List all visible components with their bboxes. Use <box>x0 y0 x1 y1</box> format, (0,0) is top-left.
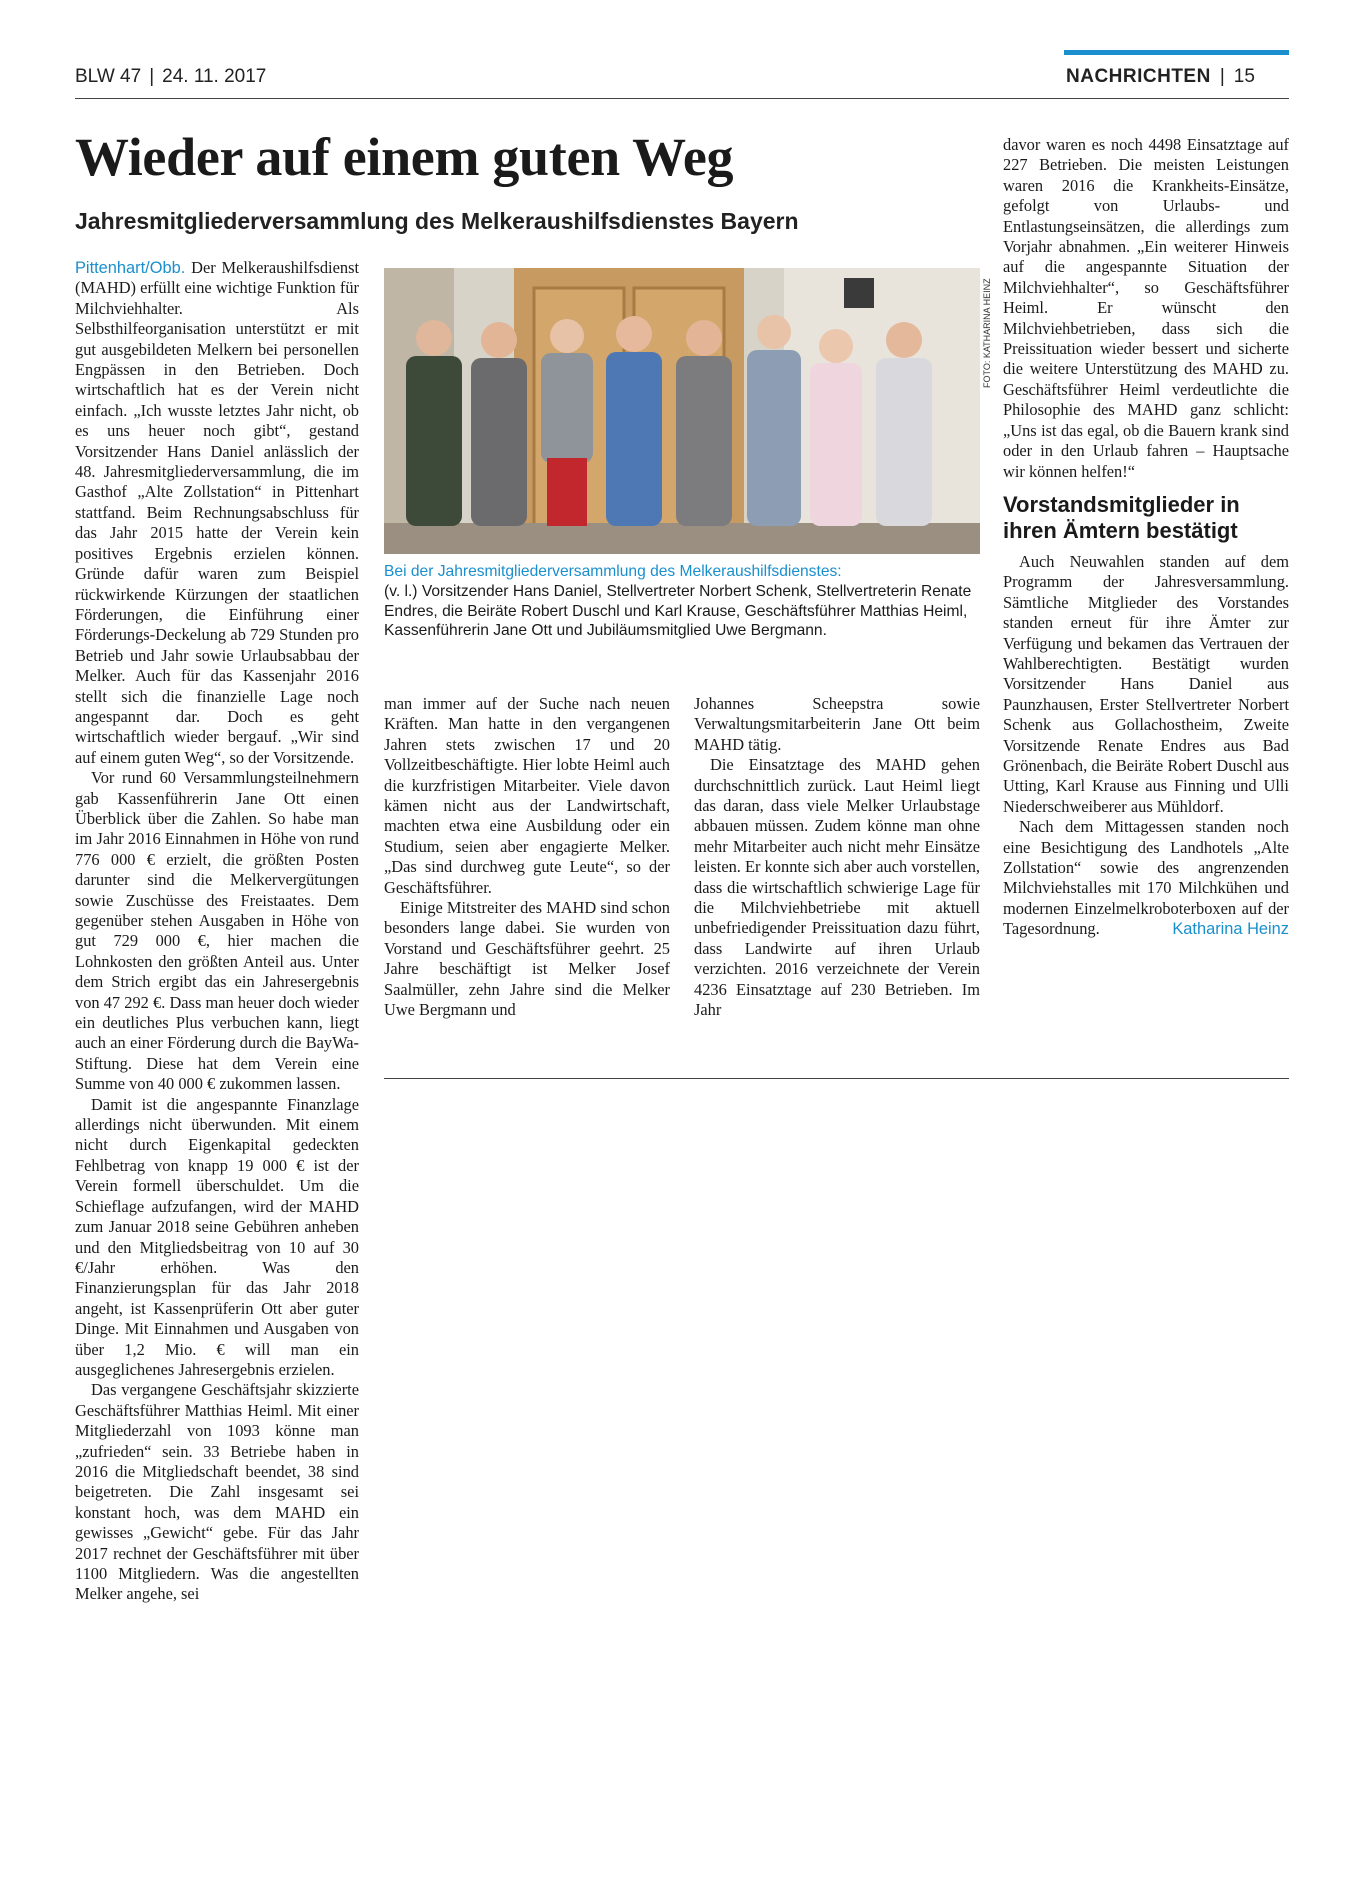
paragraph: Das vergangene Geschäftsjahr skizzierte Geschäftsführer Matthias Heiml. Mit einer Mitgliederzahl von 1093 könne man „zufrieden“ sein. 33 Betriebe haben in 2016 die Mitgliedschaft beendet, 38 sind beigetreten. Die Zahl insgesamt sei konstant hoch, was dem MAHD ein gewisses „Gewicht“ gebe. Für das Jahr 2017 rechnet der Geschäftsführer mit über 1100 Mitgliedern. Was die angestellten Melker angehe, sei <box>75 1380 359 1604</box>
article-end-rule <box>384 1078 1289 1079</box>
paragraph: man immer auf der Suche nach neuen Kräften. Man hatte in den vergangenen Jahren stets zwischen 17 und 20 Vollzeitbeschäftigte. Hier lobte Heiml auch die kurzfristigen Mitarbeiter. Viele davon kämen nicht aus der Landwirtschaft, machten etwa eine Ausbildung oder ein Studium, seien aber engagierte Melker. „Das sind durchweg gute Leute“, so der Geschäftsführer. <box>384 694 670 897</box>
article-column-3 <box>694 694 980 1021</box>
caption-lead: Bei der Jahresmitgliederversammlung des Melkeraushilfsdienstes: <box>384 563 842 580</box>
paragraph: Damit ist die angespannte Finanzlage allerdings nicht überwunden. Mit einem nicht durch Eigenkapital gedeckten Fehlbetrag von knapp 19 000 € ist der Verein formell überschuldet. Um die Schieflage aufzufangen, wird der MAHD zum Januar 2018 seine Gebühren anheben und den Mitgliedsbeitrag von 10 auf 30 €/Jahr erhöhen. Was den Finanzierungsplan für das Jahr 2018 angeht, ist Kassenprüferin Ott aber guter Dinge. Mit Einnahmen und Ausgaben von über 1,2 Mio. € will man ein ausgeglichenes Jahresergebnis erzielen. <box>75 1094 359 1379</box>
paragraph: Nach dem Mittagessen standen noch eine Besichtigung des Landhotels „Alte Zollstation“ sowie des angrenzenden Milchviehstalles mit 170 Milchkühen und modernen Einzelmelkroboterboxen auf der Tagesordnung. Katharina Heinz <box>1003 817 1289 939</box>
article-column-4 <box>1003 135 1289 940</box>
page-number: 15 <box>1233 66 1255 87</box>
paragraph: Pittenhart/Obb. Der Melkeraushilfsdienst (MAHD) erfüllt eine wichtige Funktion für Milchviehhalter. Als Selbsthilfeorganisation unterstützt er mit gut ausgebildeten Melkern bei personellen Engpässen in den Betrieben. Doch wirtschaftlich hat es der Verein nicht einfach. „Ich wusste letztes Jahr nicht, ob es uns heuer noch gibt“, gestand Vorsitzender Hans Daniel anlässlich der 48. Jahresmitgliederversammlung, die im Gasthof „Alte Zollstation“ in Pittenhart stattfand. Beim Rechnungsabschluss für das Jahr 2015 hatte der Verein kein positives Ergebnis erzielen können. Gründe dafür waren zum Beispiel rückwirkende Kürzungen der staatlichen Förderungen, die Einführung einer Förderungs-Deckelung ab 729 Stunden pro Betrieb und Jahr sowie Urlaubsabbau der Melker. Auch für das Kassenjahr 2016 stellt sich die finanzielle Lage noch angespannt dar. Doch es geht wirtschaftlich wieder bergauf. „Wir sind auf einem guten Weg“, so der Vorsitzende. <box>75 258 359 767</box>
section-accent-bar <box>1064 50 1289 55</box>
page-header-left: BLW 47 | 24. 11. 2017 <box>75 66 267 87</box>
author-name: Katharina Heinz <box>1172 920 1289 939</box>
photo-caption <box>384 562 980 641</box>
article-subheadline: Jahresmitgliederversammlung des Melkeraushilfsdienstes Bayern <box>75 208 799 234</box>
paragraph: davor waren es noch 4498 Einsatztage auf 227 Betrieben. Die meisten Leistungen waren 2016 die Krankheits-Einsätze, gefolgt von Urlaubs- und Entlastungseinsätzen, die allerdings zum Vorjahr abnahmen. „Ein weiterer Hinweis auf die angespannte Situation der Milchviehhalter“, so Geschäftsführer Heiml. Er wünscht den Milchviehbetrieben, dass sich die Preissituation wieder bessert und sicherte die weitere Unterstützung des MAHD zu. Geschäftsführer Heiml verdeutlichte die Philosophie des MAHD ganz schlicht: „Uns ist das egal, ob die Bauern krank sind oder in den Urlaub fahren – Hauptsache wir können helfen!“ <box>1003 135 1289 481</box>
dateline-location: Pittenhart/Obb. <box>75 259 186 277</box>
paragraph: Auch Neuwahlen standen auf dem Programm der Jahresversammlung. Sämtliche Mitglieder des Vorstandes standen erneut für ihre Ämter zur Verfügung und bekamen das Vertrauen der Wahlberechtigten. Bestätigt wurden Vorsitzender Hans Daniel aus Paunzhausen, Erster Stellvertreter Norbert Schenk aus Gollachostheim, Zweite Vorsitzende Renate Endres aus Bad Grönenbach, die Beiräte Robert Duschl aus Utting, Karl Krause aus Finning und Ulli Niederschweiberer aus Mühldorf. <box>1003 551 1289 816</box>
issue-date: 24. 11. 2017 <box>162 66 267 87</box>
caption-text: (v. l.) Vorsitzender Hans Daniel, Stellvertreter Norbert Schenk, Stellvertreterin Renate Endres, die Beiräte Robert Duschl und Karl Krause, Geschäftsführer Matthias Heiml, Kassenführerin Jane Ott und Jubiläumsmitglied Uwe Bergmann. <box>384 582 972 640</box>
paragraph: Johannes Scheepstra sowie Verwaltungsmitarbeiterin Jane Ott beim MAHD tätig. <box>694 694 980 754</box>
paragraph: Vor rund 60 Versammlungsteilnehmern gab Kassenführerin Jane Ott einen Überblick über die Zahlen. So habe man im Jahr 2016 Einnahmen in Höhe von rund 776 000 € erzielt, die größten Posten darunter sind die Melkervergütungen sowie Zuschüsse des Freistaates. Dem gegenüber stehen Ausgaben in Höhe von gut 729 000 €, hier machen die Lohnkosten den größten Anteil aus. Unter dem Strich ergibt das ein Jahresergebnis von 47 292 €. Dass man heuer doch wieder ein deutliches Plus verbuchen kann, liegt auch an einer Förderung durch die BayWa-Stiftung. Diese hat dem Verein eine Summe von 40 000 € zukommen lassen. <box>75 768 359 1094</box>
page-header-right: NACHRICHTEN | 15 <box>1066 66 1255 87</box>
paragraph: Einige Mitstreiter des MAHD sind schon besonders lange dabei. Sie wurden von Vorstand und Geschäftsführer geehrt. 25 Jahre beschäftigt ist Melker Josef Saalmüller, zehn Jahre sind die Melker Uwe Bergmann und <box>384 898 670 1020</box>
article-headline: Wieder auf einem guten Weg <box>75 127 734 187</box>
publication-name: BLW 47 <box>75 66 142 87</box>
section-name: NACHRICHTEN <box>1066 66 1211 87</box>
article-column-2 <box>384 694 670 1021</box>
article-column-1 <box>75 258 359 1605</box>
paragraph: Die Einsatztage des MAHD gehen durchschnittlich zurück. Laut Heiml liegt das daran, dass viele Melker Urlaubstage abbauen müssen. Zudem könne man ohne mehr Mitarbeiter auch nicht mehr Einsätze leisten. Er konnte sich aber auch vorstellen, dass die wirtschaftlich schwierige Lage für die Milchviehbetriebe mit aktuell unbefriedigender Preissituation dazu führt, dass Landwirte auf ihren Urlaub verzichten. 2016 verzeichnete der Verein 4236 Einsatztage auf 230 Betrieben. Im Jahr <box>694 755 980 1020</box>
group-photo <box>384 268 980 554</box>
photo-credit: FOTO: KATHARINA HEINZ <box>982 278 992 388</box>
group-photo-illustration <box>384 268 980 554</box>
header-rule <box>75 98 1289 99</box>
section-subheading: Vorstandsmitglieder in ihren Ämtern bestätigt <box>1003 491 1240 543</box>
